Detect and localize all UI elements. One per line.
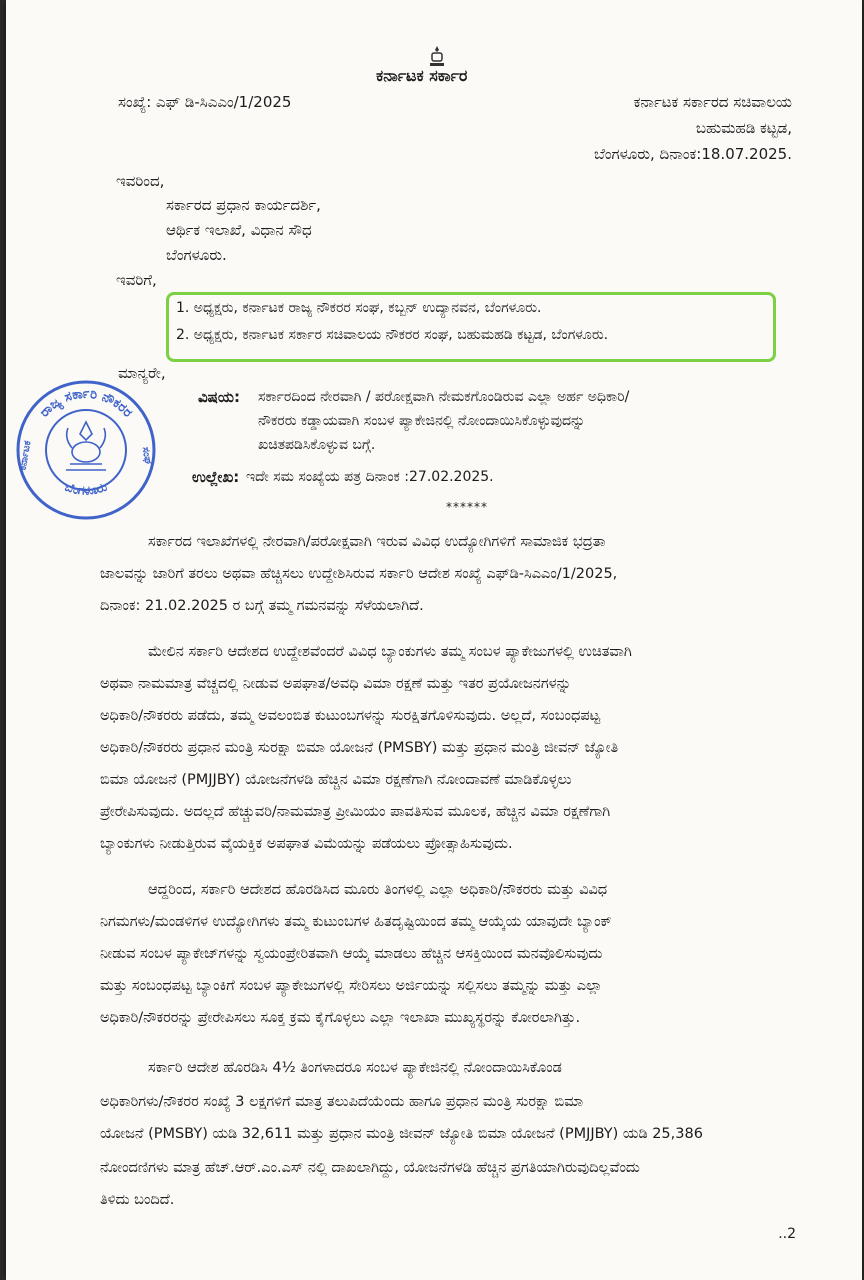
- reference-label: ಉಲ್ಲೇಖ:: [192, 468, 240, 486]
- from-label: ಇವರಿಂದ,: [116, 172, 165, 190]
- paragraph-line: ನೀಡುವ ಸಂಬಳ ಪ್ಯಾಕೇಜ್‌ಗಳನ್ನು ಸ್ವಯಂಪ್ರೇರಿತವಾಗಿ ಆಯ್ಕೆ ಮಾಡಲು ಹೆಚ್ಚಿನ ಆಸಕ್ತಿಯಿಂದ ಮನವೊಲಿಸುವುದು: [100, 946, 603, 962]
- paragraph-line: ತಿಳಿದು ಬಂದಿದೆ.: [100, 1192, 175, 1208]
- subject-label: ವಿಷಯ:: [198, 388, 240, 406]
- paragraph-line: ಮತ್ತು ಸಂಬಂಧಪಟ್ಟ ಬ್ಯಾಂಕಿಗೆ ಸಂಬಳ ಪ್ಯಾಕೇಜುಗಳಲ್ಲಿ ಸೇರಿಸಲು ಅರ್ಜಿಯನ್ನು ಸಲ್ಲಿಸಲು ತಮ್ಮನ್ನು ಮತ್ತು ಎಲ್ಲಾ: [100, 978, 603, 994]
- subject-line: ಖಚಿತಪಡಿಸಿಕೊಳ್ಳುವ ಬಗ್ಗೆ.: [258, 437, 376, 453]
- paragraph-line: ಮೇಲಿನ ಸರ್ಕಾರಿ ಆದೇಶದ ಉದ್ದೇಶವೆಂದರೆ ವಿವಿಧ ಬ್ಯಾಂಕುಗಳು ತಮ್ಮ ಸಂಬಳ ಪ್ಯಾಕೇಜುಗಳಲ್ಲಿ ಉಚಿತವಾಗಿ: [148, 644, 632, 660]
- union-seal-stamp: [14, 378, 158, 522]
- subject-line: ನೌಕರರು ಕಡ್ಡಾಯವಾಗಿ ಸಂಬಳ ಪ್ಯಾಕೇಜಿನಲ್ಲಿ ನೋಂದಾಯಿಸಿಕೊಳ್ಳುವುದನ್ನು: [258, 413, 586, 429]
- seal-top-text: ರಾಜ್ಯ ಸರ್ಕಾರಿ ನೌಕರರ: [37, 386, 136, 421]
- paragraph-line: ಅಧಿಕಾರಿಗಳು/ನೌಕರರ ಸಂಖ್ಯೆ 3 ಲಕ್ಷಗಳಿಗೆ ಮಾತ್ರ ತಲುಪಿದೆಯೆಂದು ಹಾಗೂ ಪ್ರಧಾನ ಮಂತ್ರಿ ಸುರಕ್ಷಾ ಬಿಮಾ: [100, 1094, 584, 1110]
- paragraph-line: ಅಧಿಕಾರಿ/ನೌಕರರು ಪಡೆದು, ತಮ್ಮ ಅವಲಂಬಿತ ಕುಟುಂಬಗಳನ್ನು ಸುರಕ್ಷಿತಗೊಳಿಸುವುದು. ಅಲ್ಲದೆ, ಸಂಬಂಧಪಟ್ಟ: [100, 708, 601, 724]
- secretariat-line: ಕರ್ನಾಟಕ ಸರ್ಕಾರದ ಸಚಿವಾಲಯ: [633, 93, 792, 111]
- paragraph-line: ಸರ್ಕಾರದ ಇಲಾಖೆಗಳಲ್ಲಿ ನೇರವಾಗಿ/ಪರೋಕ್ಷವಾಗಿ ಇರುವ ವಿವಿಧ ಉದ್ಯೋಗಿಗಳಿಗೆ ಸಾಮಾಜಿಕ ಭದ್ರತಾ: [148, 534, 606, 550]
- seal-emblem-icon: [66, 422, 106, 470]
- seal-side-text-right: ಸಂಘ: [139, 446, 154, 466]
- secretariat-line: ಬಹುಮಹಡಿ ಕಟ್ಟಡ,: [695, 119, 792, 137]
- paragraph-line: ಅಧಿಕಾರಿ/ನೌಕರರು ಪ್ರಧಾನ ಮಂತ್ರಿ ಸುರಕ್ಷಾ ಬಿಮಾ ಯೋಜನೆ (PMSBY) ಮತ್ತು ಪ್ರಧಾನ ಮಂತ್ರಿ ಜೀವನ್ ಜ್ಯೋತಿ: [100, 740, 619, 756]
- paragraph-line: ನಿಗಮಗಳು/ಮಂಡಳಿಗಳ ಉದ್ಯೋಗಿಗಳು ತಮ್ಮ ಕುಟುಂಬಗಳ ಹಿತದೃಷ್ಟಿಯಿಂದ ತಮ್ಮ ಆಯ್ಕೆಯ ಯಾವುದೇ ಬ್ಯಾಂಕ್: [100, 914, 612, 930]
- paragraph-line: ದಿನಾಂಕ: 21.02.2025 ರ ಬಗ್ಗೆ ತಮ್ಮ ಗಮನವನ್ನು ಸೆಳೆಯಲಾಗಿದೆ.: [100, 598, 424, 614]
- government-title: ಕರ್ನಾಟಕ ಸರ್ಕಾರ: [376, 66, 468, 85]
- paragraph-line: ಆದ್ದರಿಂದ, ಸರ್ಕಾರಿ ಆದೇಶದ ಹೊರಡಿಸಿದ ಮೂರು ತಿಂಗಳಲ್ಲಿ ಎಲ್ಲಾ ಅಧಿಕಾರಿ/ನೌಕರರು ಮತ್ತು ವಿವಿಧ: [148, 882, 608, 898]
- letter-page: [6, 0, 862, 1280]
- salutation: ಮಾನ್ಯರೇ,: [118, 364, 166, 382]
- reference-number: ಸಂಖ್ಯೆ: ಎಫ್ ಡಿ-ಸಿಎಎಂ/1/2025: [118, 93, 292, 111]
- subject-line: ಸರ್ಕಾರದಿಂದ ನೇರವಾಗಿ / ಪರೋಕ್ಷವಾಗಿ ನೇಮಕಗೊಂಡಿರುವ ಎಲ್ಲಾ ಅರ್ಹ ಅಧಿಕಾರಿ/: [258, 389, 630, 405]
- svg-text:ಬೆಂಗಳೂರು: [63, 479, 109, 497]
- paragraph-line: ಅಧಿಕಾರಿ/ನೌಕರರನ್ನು ಪ್ರೇರೇಪಿಸಲು ಸೂಕ್ತ ಕ್ರಮ ಕೈಗೊಳ್ಳಲು ಎಲ್ಲಾ ಇಲಾಖಾ ಮುಖ್ಯಸ್ಥರನ್ನು ಕೋರಲಾಗಿತ್ತು.: [100, 1010, 581, 1026]
- seal-side-text: ಕರ್ನಾಟಕ: [17, 439, 34, 472]
- paragraph-line: ಬಿಮಾ ಯೋಜನೆ (PMJJBY) ಯೋಜನೆಗಳಡಿ ಹೆಚ್ಚಿನ ವಿಮಾ ರಕ್ಷಣೆಗಾಗಿ ನೋಂದಾವಣೆ ಮಾಡಿಕೊಳ್ಳಲು: [100, 772, 572, 788]
- paragraph-line: ಪ್ರೇರೇಪಿಸುವುದು. ಅದಲ್ಲದೆ ಹೆಚ್ಚುವರಿ/ನಾಮಮಾತ್ರ ಪ್ರೀಮಿಯಂ ಪಾವತಿಸುವ ಮೂಲಕ, ಹೆಚ್ಚಿನ ವಿಮಾ ರಕ್ಷಣೆಗಾಗಿ: [100, 804, 611, 820]
- recipient-item: 2. ಅಧ್ಯಕ್ಷರು, ಕರ್ನಾಟಕ ಸರ್ಕಾರ ಸಚಿವಾಲಯ ನೌಕರರ ಸಂಘ, ಬಹುಮಹಡಿ ಕಟ್ಟಡ, ಬೆಂಗಳೂರು.: [176, 327, 609, 343]
- paragraph-line: ಜಾಲವನ್ನು ಜಾರಿಗೆ ತರಲು ಅಥವಾ ಹೆಚ್ಚಿಸಲು ಉದ್ದೇಶಿಸಿರುವ ಸರ್ಕಾರಿ ಆದೇಶ ಸಂಖ್ಯೆ ಎಫ್‌ಡಿ-ಸಿಎಎಂ/1/2025,: [100, 566, 618, 582]
- page-number: ..2: [778, 1226, 796, 1242]
- sender-line: ಸರ್ಕಾರದ ಪ್ರಧಾನ ಕಾರ್ಯದರ್ಶಿ,: [166, 196, 321, 214]
- paragraph-line: ನೋಂದಣಿಗಳು ಮಾತ್ರ ಹೆಚ್.ಆರ್.ಎಂ.ಎಸ್ ನಲ್ಲಿ ದಾಖಲಾಗಿದ್ದು, ಯೋಜನೆಗಳಡಿ ಹೆಚ್ಚಿನ ಪ್ರಗತಿಯಾಗಿರುವುದಿಲ್ಲವೆಂದು: [100, 1160, 640, 1176]
- paragraph-line: ಬ್ಯಾಂಕುಗಳು ನೀಡುತ್ತಿರುವ ವೈಯಕ್ತಿಕ ಅಪಘಾತ ವಿಮೆಯನ್ನು ಪಡೆಯಲು ಪ್ರೋತ್ಸಾಹಿಸುವುದು.: [100, 836, 513, 852]
- to-label: ಇವರಿಗೆ,: [116, 271, 157, 289]
- sender-line: ಆರ್ಥಿಕ ಇಲಾಖೆ, ವಿಧಾನ ಸೌಧ: [166, 221, 312, 239]
- sender-line: ಬೆಂಗಳೂರು.: [166, 246, 227, 264]
- paragraph-line: ಯೋಜನೆ (PMSBY) ಯಡಿ 32,611 ಮತ್ತು ಪ್ರಧಾನ ಮಂತ್ರಿ ಜೀವನ್ ಜ್ಯೋತಿ ಬಿಮಾ ಯೋಜನೆ (PMJJBY) ಯಡಿ 25,386: [100, 1126, 703, 1142]
- paragraph-line: ಸರ್ಕಾರಿ ಆದೇಶ ಹೊರಡಿಸಿ 4½ ತಿಂಗಳಾದರೂ ಸಂಬಳ ಪ್ಯಾಕೇಜಿನಲ್ಲಿ ನೋಂದಾಯಿಸಿಕೊಂಡ: [148, 1060, 562, 1076]
- seal-bottom-text: ಬೆಂಗಳೂರು: [63, 479, 109, 498]
- reference-text: ಇದೇ ಸಮ ಸಂಖ್ಯೆಯ ಪತ್ರ ದಿನಾಂಕ :27.02.2025.: [246, 469, 494, 485]
- recipient-item: 1. ಅಧ್ಯಕ್ಷರು, ಕರ್ನಾಟಕ ರಾಜ್ಯ ನೌಕರರ ಸಂಘ, ಕಬ್ಬನ್ ಉದ್ಯಾನವನ, ಬೆಂಗಳೂರು.: [176, 300, 542, 316]
- letter-date: ಬೆಂಗಳೂರು, ದಿನಾಂಕ:18.07.2025.: [594, 145, 792, 163]
- separator: ******: [446, 500, 488, 514]
- paragraph-line: ಅಥವಾ ನಾಮಮಾತ್ರ ವೆಚ್ಚದಲ್ಲಿ ನೀಡುವ ಅಪಘಾತ/ಅವಧಿ ವಿಮಾ ರಕ್ಷಣೆ ಮತ್ತು ಇತರ ಪ್ರಯೋಜನಗಳನ್ನು: [100, 676, 572, 692]
